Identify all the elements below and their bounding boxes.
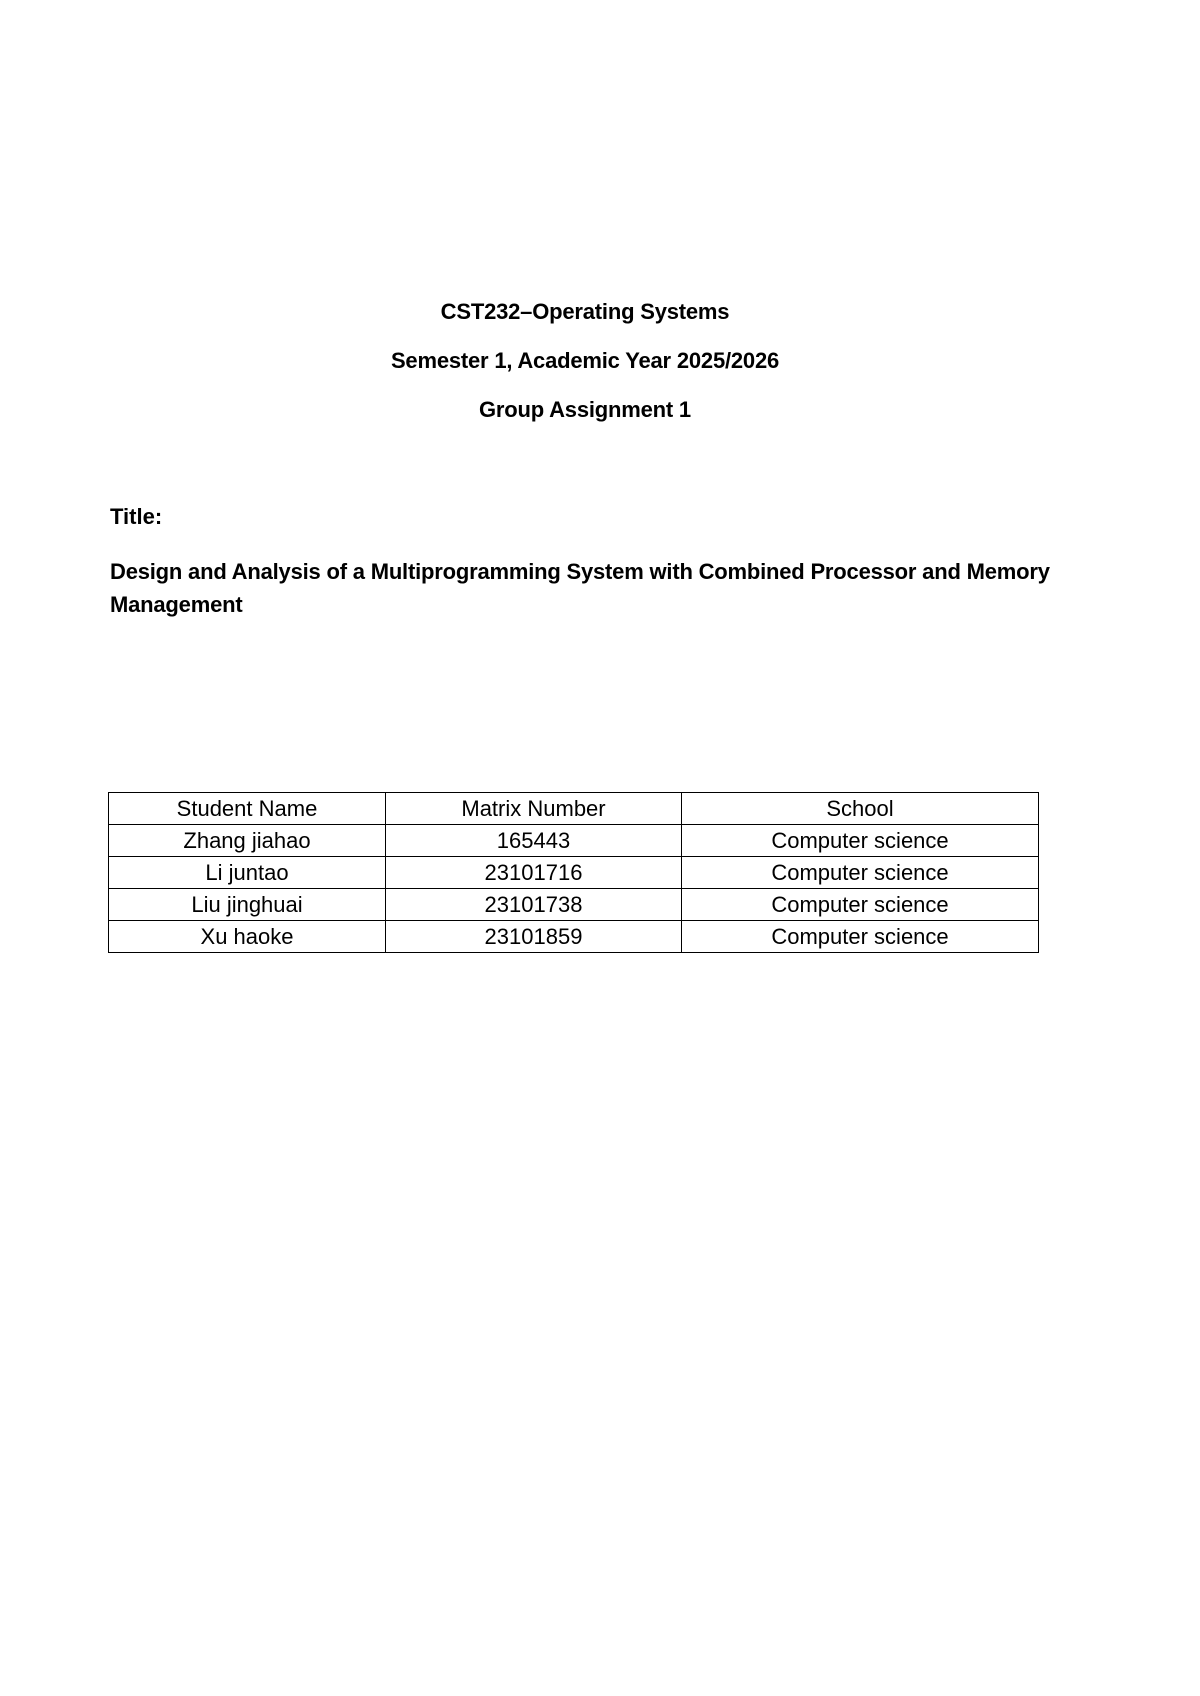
student-name-cell: Zhang jiahao (109, 825, 386, 857)
table-row (109, 889, 1039, 921)
course-title: CST232–Operating Systems (440, 299, 730, 324)
student-name-cell: Li juntao (109, 857, 386, 889)
header-matrix-number: Matrix Number (386, 793, 682, 825)
semester-line: Semester 1, Academic Year 2025/2026 (390, 348, 780, 373)
student-table (108, 792, 1039, 953)
student-name-cell: Liu jinghuai (109, 889, 386, 921)
matrix-number-cell: 165443 (386, 825, 682, 857)
table-header-row (109, 793, 1039, 825)
matrix-number-cell: 23101716 (386, 857, 682, 889)
assignment-line: Group Assignment 1 (479, 397, 691, 422)
table-row (109, 825, 1039, 857)
header-student-name: Student Name (109, 793, 386, 825)
table-row (109, 921, 1039, 953)
school-cell: Computer science (682, 889, 1039, 921)
school-cell: Computer science (682, 857, 1039, 889)
school-cell: Computer science (682, 825, 1039, 857)
matrix-number-cell: 23101859 (386, 921, 682, 953)
header-school: School (682, 793, 1039, 825)
student-name-cell: Xu haoke (109, 921, 386, 953)
table-row (109, 857, 1039, 889)
project-title: Design and Analysis of a Multiprogramming System with Combined Processor and Memory Management (110, 559, 1050, 617)
title-label: Title: (110, 504, 163, 529)
matrix-number-cell: 23101738 (386, 889, 682, 921)
school-cell: Computer science (682, 921, 1039, 953)
